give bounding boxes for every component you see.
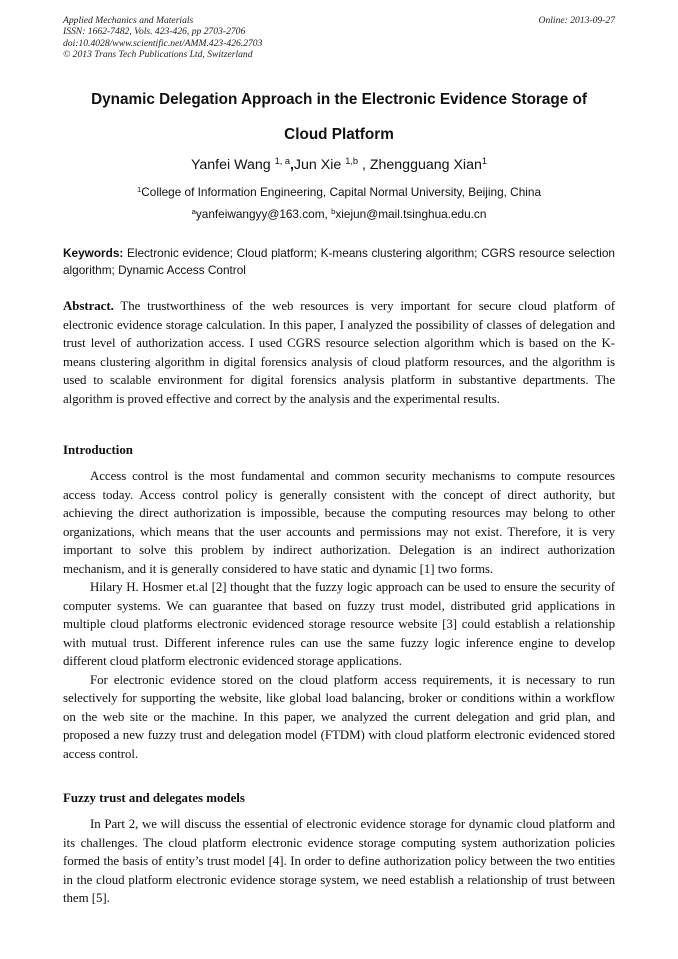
author-superscript: 1, a	[274, 155, 290, 166]
author-separator: ,	[358, 157, 370, 173]
author-list	[40, 157, 638, 173]
journal-header	[63, 15, 615, 61]
email-superscript: a	[191, 206, 196, 216]
keywords	[63, 245, 615, 280]
journal-name: Applied Mechanics and Materials	[63, 15, 194, 26]
paragraph: Hilary H. Hosmer et.al [2] thought that the fuzzy logic approach can be used to ensure the security of computer systems. We can guarantee that based on fuzzy trust model, distributed grid applications in multiple cloud platforms electronic evidenced storage resource website [3] could establish a relationship with mutual trust. Different inference rules can use the same fuzzy logic inference engine to develop different cloud platform electronic evidenced storage applications.	[63, 580, 615, 668]
author-superscript: 1,b	[345, 155, 359, 166]
doi-line[interactable]: doi:10.4028/www.scientific.net/AMM.423-426.2703	[63, 37, 263, 49]
abstract-text: The trustworthiness of the web resources is very important for secure cloud platform of electronic evidence storage calculation. In this paper, I analyzed the possibility of classes of delegation and trust level of authorization access. I used CGRS resource selection algorithm which is based on the K-means clustering algorithm in digital forensics analysis of cloud platform resources, and the algorithm is used to scalable environment for digital forensics analysis platform in substantive departments. The algorithm is proved effective and correct by the analysis and the experimental results.	[63, 299, 615, 406]
copyright-line: © 2013 Trans Tech Publications Ltd, Switzerland	[63, 49, 253, 61]
paper-title-line-2: Cloud Platform	[284, 126, 394, 143]
issn-line: ISSN: 1662-7482, Vols. 423-426, pp 2703-2706	[63, 26, 246, 38]
keywords-text: Electronic evidence; Cloud platform; K-means clustering algorithm; CGRS resource selection algorithm; Dynamic Access Control	[63, 246, 615, 278]
author-name: Yanfei Wang	[190, 157, 275, 173]
email-link[interactable]: yanfeiwangyy@163.com,	[195, 207, 332, 221]
email-link[interactable]: xiejun@mail.tsinghua.edu.cn	[335, 207, 487, 221]
affiliation	[40, 185, 638, 199]
affiliation-superscript: 1	[136, 184, 142, 194]
paragraph: Access control is the most fundamental and common security mechanisms to compute resources access today. Access control policy is generally consistent with the concept of direct authority, but achieving the direct authorization is impossible, because the computing resources may belong to other organizations, which means that the user accounts and permissions may not exist. Therefore, it is very important to solve this problem by indirect authorization. Delegation is an indirect authorization mechanism, and it is generally considered to have static and dynamic [1] two forms.	[63, 469, 615, 576]
introduction-body	[63, 467, 615, 763]
paragraph: In Part 2, we will discuss the essential of electronic evidence storage for dynamic cloud platform and its challenges. The cloud platform electronic evidence storage computing system authorization policies formed the basis of entity’s trust model [4]. In order to define authorization policy between the two entities in the cloud platform electronic evidence storage system, we need establish a relationship of trust between them [5].	[63, 817, 615, 905]
section-heading-fuzzy-trust: Fuzzy trust and delegates models	[63, 791, 245, 805]
author-name: Jun Xie	[293, 157, 346, 173]
abstract-label: Abstract.	[63, 299, 114, 313]
keywords-label: Keywords:	[63, 246, 124, 260]
section-heading-introduction: Introduction	[63, 443, 133, 457]
fuzzy-trust-body	[63, 815, 615, 908]
author-name: Zhengguang Xian	[369, 157, 482, 173]
author-emails	[40, 207, 638, 221]
online-date: Online: 2013-09-27	[538, 15, 615, 26]
paper-title-line-1: Dynamic Delegation Approach in the Electronic Evidence Storage of	[91, 91, 587, 108]
author-separator: ,	[289, 157, 294, 173]
email-superscript: b	[331, 206, 336, 216]
paragraph: For electronic evidence stored on the cloud platform access requirements, it is necessary to run selectively for supporting the website, like global load balancing, broker or conditions within a workflow on the web site or the machine. In this paper, we analyzed the current delegation and grid plan, and proposed a new fuzzy trust and delegation model (FTDM) with cloud platform electronic evidenced stored access control.	[63, 672, 615, 761]
author-superscript: 1	[481, 155, 488, 166]
affiliation-text: College of Information Engineering, Capital Normal University, Beijing, China	[141, 185, 542, 199]
abstract	[63, 297, 615, 408]
